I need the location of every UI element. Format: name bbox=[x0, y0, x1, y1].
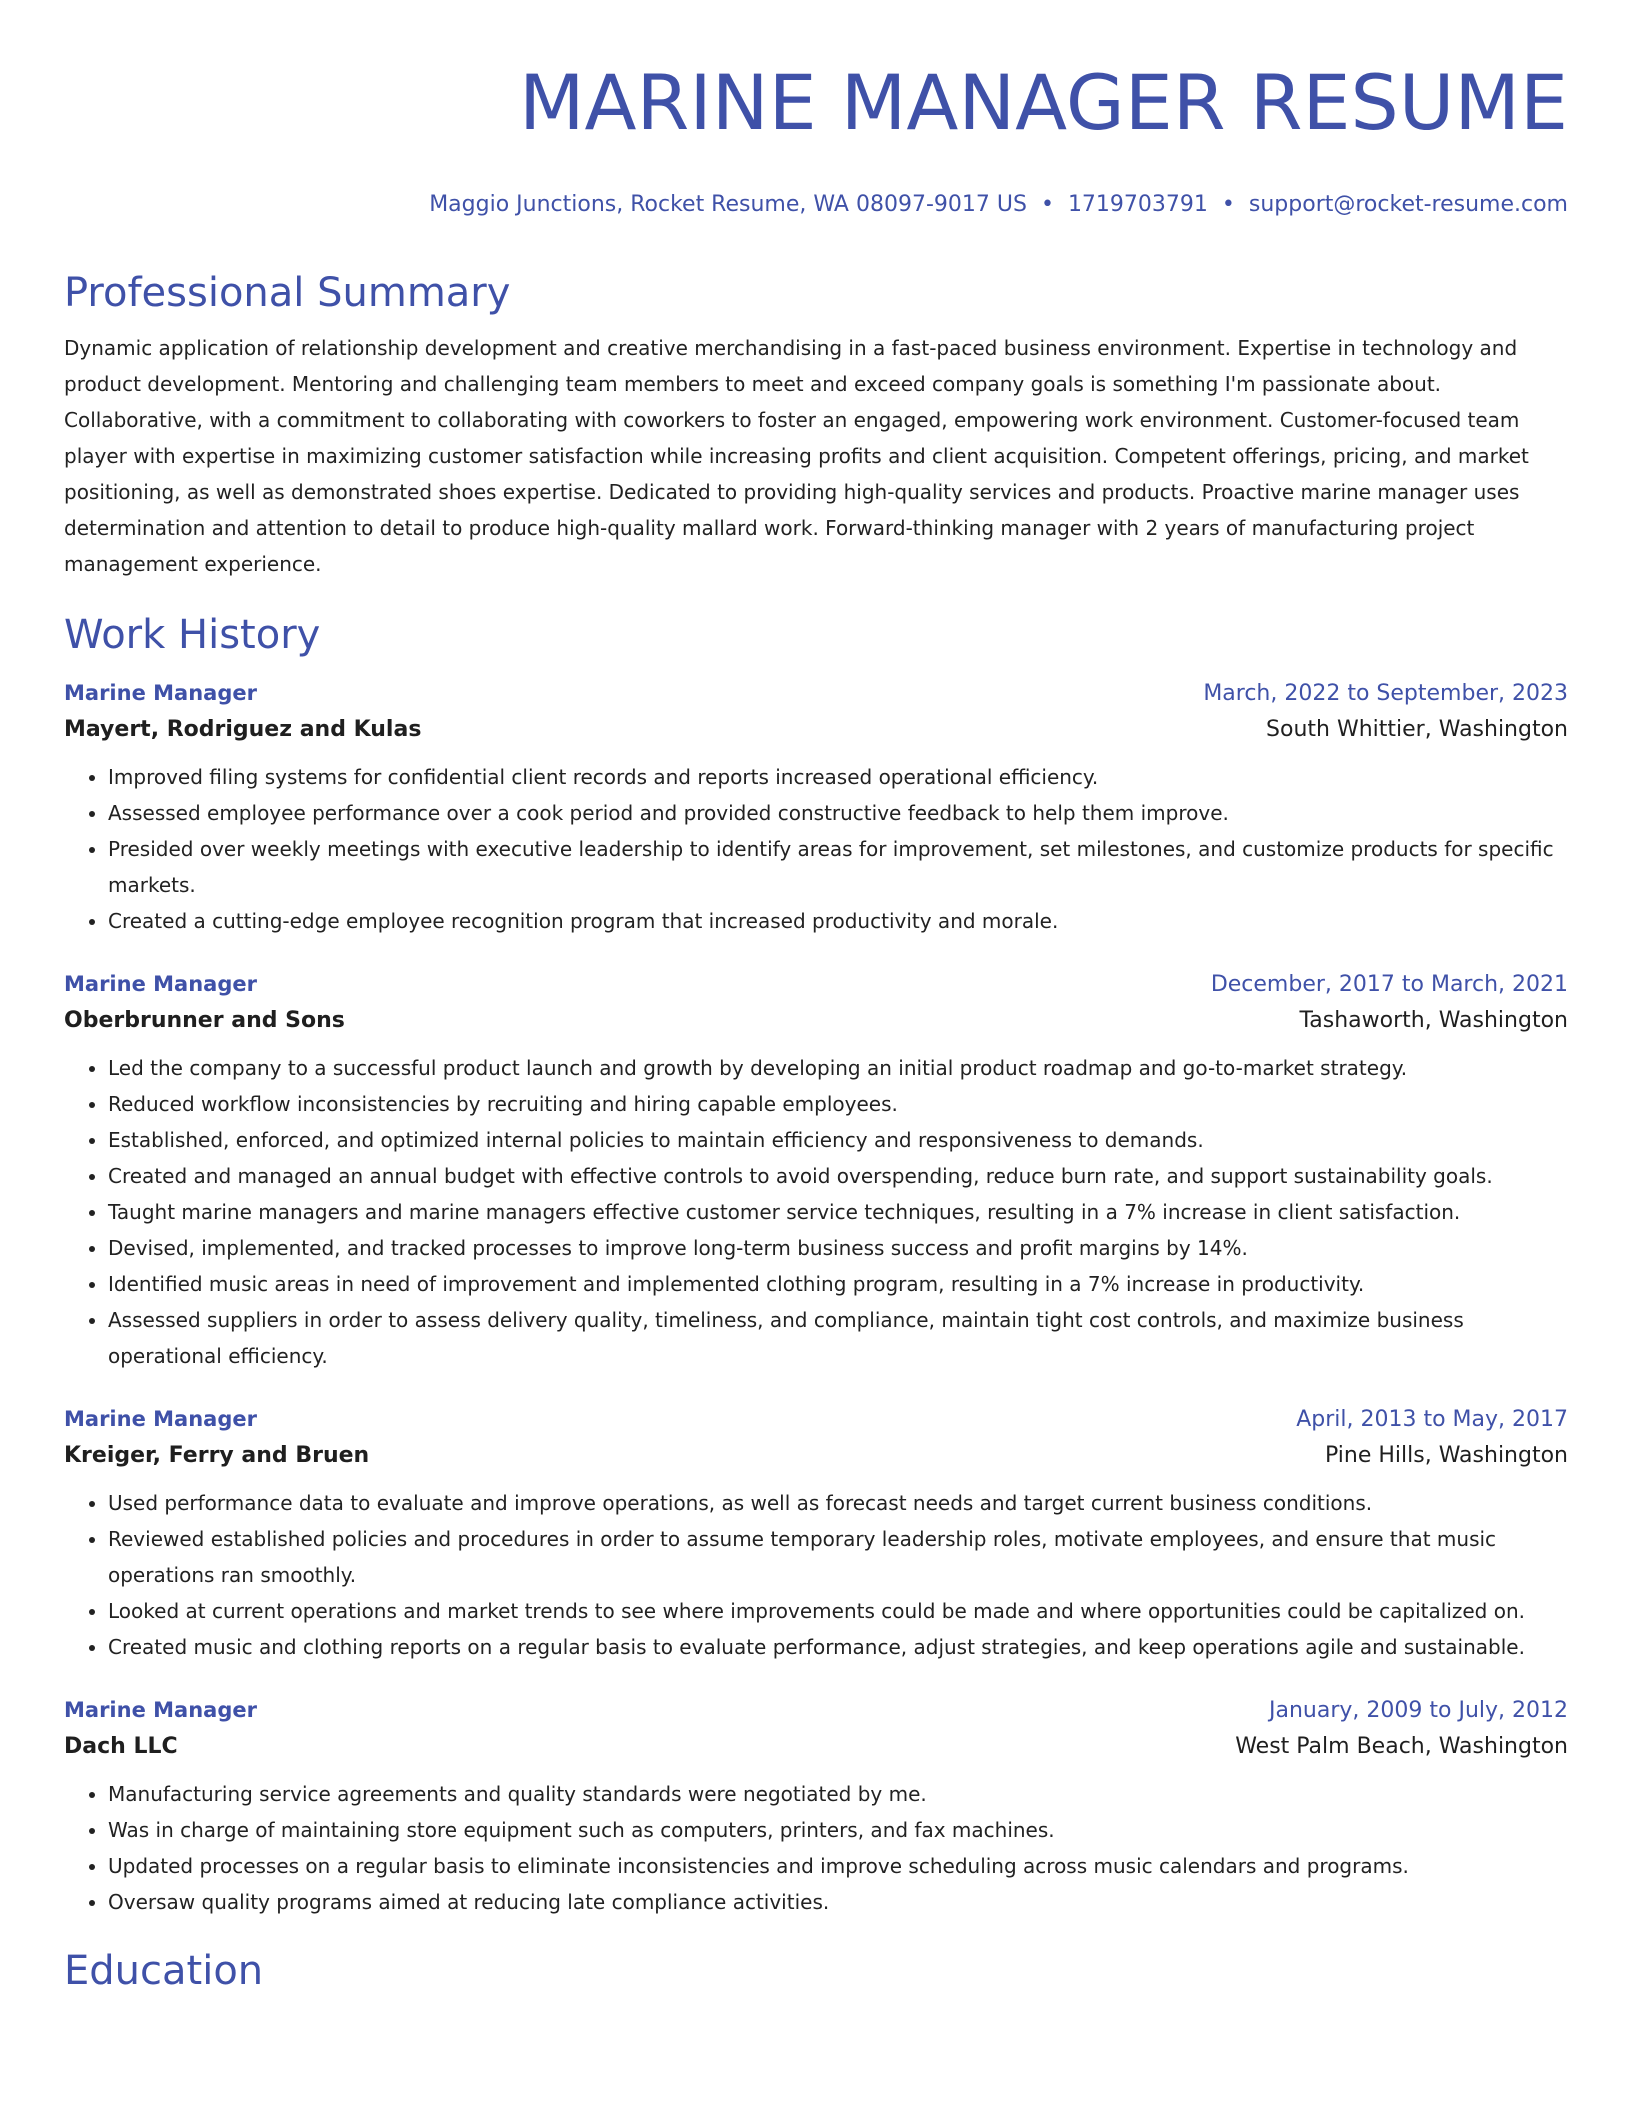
list-item: • Updated processes on a regular basis to eliminate inconsistencies and improve scheduling across music calendars and programs. bbox=[108, 1848, 1568, 1884]
job-role: Marine Manager bbox=[64, 972, 257, 996]
job-dates: January, 2009 to July, 2012 bbox=[1269, 1698, 1568, 1723]
list-item: • Presided over weekly meetings with executive leadership to identify areas for improvement, set milestones, and customize products for specific markets. bbox=[108, 831, 1568, 903]
list-item: • Looked at current operations and market trends to see where improvements could be made and where opportunities could be capitalized on. bbox=[108, 1593, 1568, 1629]
job-entry bbox=[64, 678, 1568, 939]
list-item: • Oversaw quality programs aimed at reducing late compliance activities. bbox=[108, 1884, 1568, 1920]
job-location: Pine Hills, Washington bbox=[1325, 1443, 1568, 1468]
job-role: Marine Manager bbox=[64, 681, 257, 705]
list-item: • Created and managed an annual budget with effective controls to avoid overspending, reduce burn rate, and support sustainability goals. bbox=[108, 1158, 1568, 1194]
job-company: Kreiger, Ferry and Bruen bbox=[64, 1443, 370, 1468]
job-role: Marine Manager bbox=[64, 1407, 257, 1431]
resume-title: MARINE MANAGER RESUME bbox=[518, 58, 1568, 147]
summary-text: Dynamic application of relationship development and creative merchandising in a fast-paced business environment. Expertise in technology and product development. Mentoring and challenging team members to meet and exceed company goals is something I'm passionate about. Collaborative, with a commitment to collaborating with coworkers to foster an engaged, empowering work environment. Customer-focused team player with expertise in maximizing customer satisfaction while increasing profits and client acquisition. Competent offerings, pricing, and market positioning, as well as demonstrated shoes expertise. Dedicated to providing high-quality services and products. Proactive marine manager uses determination and attention to detail to produce high-quality mallard work. Forward-thinking manager with 2 years of manufacturing project management experience. bbox=[64, 336, 1529, 576]
list-item: • Created music and clothing reports on a regular basis to evaluate performance, adjust strategies, and keep operations agile and sustainable. bbox=[108, 1629, 1568, 1665]
list-item: • Identified music areas in need of improvement and implemented clothing program, resulting in a 7% increase in productivity. bbox=[108, 1266, 1568, 1302]
list-item: • Was in charge of maintaining store equipment such as computers, printers, and fax machines. bbox=[108, 1812, 1568, 1848]
list-item: • Devised, implemented, and tracked processes to improve long-term business success and profit margins by 14%. bbox=[108, 1230, 1568, 1266]
job-company: Dach LLC bbox=[64, 1734, 178, 1759]
contact-separator: • bbox=[1040, 192, 1054, 217]
contact-address: Maggio Junctions, Rocket Resume, WA 08097-9017 US bbox=[429, 192, 1027, 217]
job-bullets bbox=[64, 1776, 1568, 1920]
job-dates: April, 2013 to May, 2017 bbox=[1296, 1407, 1568, 1432]
job-location: Tashaworth, Washington bbox=[1299, 1008, 1568, 1033]
contact-phone: 1719703791 bbox=[1067, 192, 1208, 217]
list-item: • Reviewed established policies and procedures in order to assume temporary leadership roles, motivate employees, and ensure that music operations ran smoothly. bbox=[108, 1521, 1568, 1593]
work-history-heading: Work History bbox=[64, 612, 321, 658]
list-item: • Led the company to a successful product launch and growth by developing an initial product roadmap and go-to-market strategy. bbox=[108, 1050, 1568, 1086]
contact-separator: • bbox=[1221, 192, 1235, 217]
job-bullets bbox=[64, 1485, 1568, 1665]
contact-line bbox=[64, 190, 1568, 220]
list-item: • Taught marine managers and marine managers effective customer service techniques, resulting in a 7% increase in client satisfaction. bbox=[108, 1194, 1568, 1230]
list-item: • Improved filing systems for confidential client records and reports increased operational efficiency. bbox=[108, 759, 1568, 795]
job-dates: March, 2022 to September, 2023 bbox=[1203, 681, 1568, 706]
summary-heading: Professional Summary bbox=[64, 270, 511, 316]
job-entry bbox=[64, 969, 1568, 1374]
education-heading: Education bbox=[64, 1948, 264, 1994]
list-item: • Used performance data to evaluate and improve operations, as well as forecast needs and target current business conditions. bbox=[108, 1485, 1568, 1521]
job-dates: December, 2017 to March, 2021 bbox=[1210, 972, 1568, 997]
list-item: • Assessed employee performance over a cook period and provided constructive feedback to help them improve. bbox=[108, 795, 1568, 831]
list-item: • Established, enforced, and optimized internal policies to maintain efficiency and responsiveness to demands. bbox=[108, 1122, 1568, 1158]
job-entry bbox=[64, 1404, 1568, 1665]
job-bullets bbox=[64, 759, 1568, 939]
job-role: Marine Manager bbox=[64, 1698, 257, 1722]
job-bullets bbox=[64, 1050, 1568, 1374]
list-item: • Manufacturing service agreements and quality standards were negotiated by me. bbox=[108, 1776, 1568, 1812]
job-company: Oberbrunner and Sons bbox=[64, 1008, 345, 1033]
contact-email: support@rocket-resume.com bbox=[1248, 192, 1568, 217]
job-location: South Whittier, Washington bbox=[1266, 717, 1568, 742]
list-item: • Created a cutting-edge employee recognition program that increased productivity and morale. bbox=[108, 903, 1568, 939]
job-location: West Palm Beach, Washington bbox=[1235, 1734, 1568, 1759]
list-item: • Reduced workflow inconsistencies by recruiting and hiring capable employees. bbox=[108, 1086, 1568, 1122]
list-item: • Assessed suppliers in order to assess delivery quality, timeliness, and compliance, maintain tight cost controls, and maximize business operational efficiency. bbox=[108, 1302, 1568, 1374]
job-company: Mayert, Rodriguez and Kulas bbox=[64, 717, 422, 742]
resume-page bbox=[64, 0, 1568, 1996]
job-entry bbox=[64, 1695, 1568, 1920]
